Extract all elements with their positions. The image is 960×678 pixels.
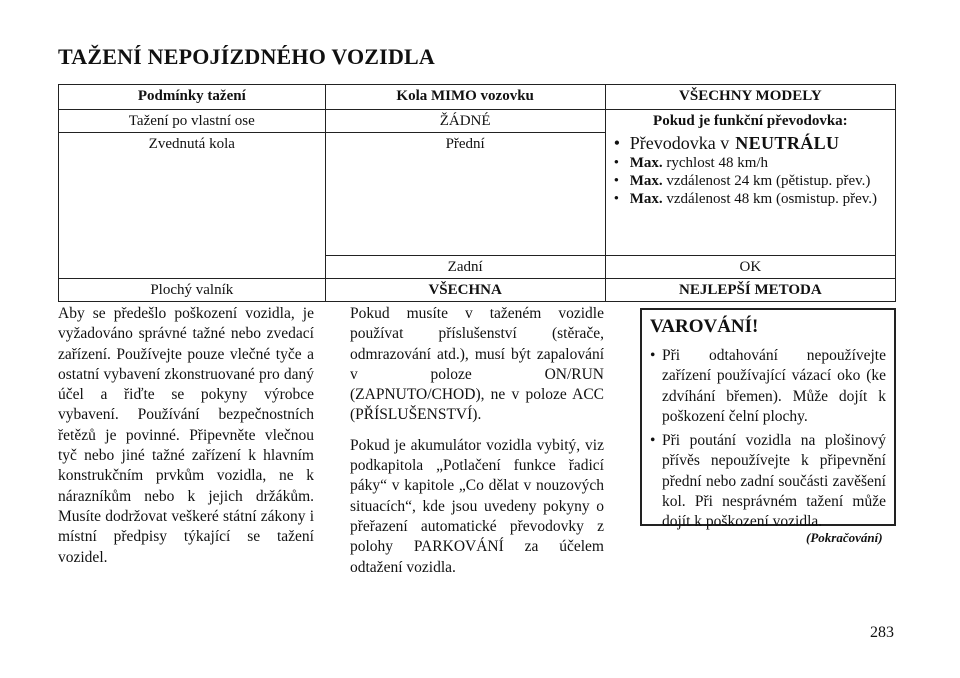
cell-wheels: VŠECHNA (325, 279, 605, 302)
list-item (612, 172, 889, 190)
cell-condition: Zvednutá kola (59, 133, 326, 279)
text-column-middle (350, 304, 604, 588)
list-item: • Při poutání vozidla na plošinový přívěs nepoužívejte k připevnění přední nebo zadní součásti zavěšení kol. Při nesprávném tažení může dojít k poškození vozidla. (650, 431, 886, 532)
conditions-prefix: Převodovka v (629, 133, 730, 153)
warning-box (640, 308, 896, 531)
page-number: 283 (870, 624, 894, 641)
header-all-models: VŠECHNY MODELY (605, 85, 895, 110)
cell-wheels: Zadní (325, 256, 605, 279)
item-label: Max. (629, 155, 663, 171)
cell-condition: Tažení po vlastní ose (59, 110, 326, 133)
warning-list (650, 346, 886, 533)
page-title: TAŽENÍ NEPOJÍZDNÉHO VOZIDLA (58, 44, 435, 69)
paragraph: Aby se předešlo poškození vozidla, je vyžadováno správné tažné nebo zvedací zařízení. Používejte pouze vlečné tyče a ostatní vybavení zkonstruované pro daný účel a řiďte se pokyny výrobce vybavení. Používání bezpečnostních řetězů je povinné. Připevněte vlečnou tyč nebo jiné tažné zařízení k hlavním konstrukčním prvkům vozidla, ne k nárazníkům nebo k jejich držákům. Musíte dodržovat veškeré státní zákony i místní předpisy týkající se tažení vozidel. (58, 305, 314, 566)
list-item (612, 154, 889, 172)
paragraph: Pokud musíte v taženém vozidle používat příslušenství (stěrače, odmrazování atd.), musí být zapalování v poloze ON/RUN (ZAPNUTO/CHOD), ne v poloze ACC (PŘÍSLUŠENSTVÍ). (350, 305, 604, 424)
header-wheels-off-road: Kola MIMO vozovku (325, 85, 605, 110)
table-row (59, 110, 896, 133)
item-text: vzdálenost 48 km (osmistup. přev.) (666, 191, 878, 207)
conditions-neutral: NEUTRÁLU (735, 133, 840, 153)
item-label: Max. (629, 173, 663, 189)
table-row (59, 279, 896, 302)
cell-models: NEJLEPŠÍ METODA (605, 279, 895, 302)
table-header-row (59, 85, 896, 110)
header-towing-conditions: Podmínky tažení (59, 85, 326, 110)
conditions-heading: Pokud je funkční převodovka: (653, 113, 848, 129)
list-item: • Při odtahování nepoužívejte zařízení používající vázací oko (ke zdvíhání břemen). Může dojít k poškození čelní plochy. (650, 346, 886, 427)
paragraph: Pokud je akumulátor vozidla vybitý, viz podkapitola „Potlačení funkce řadicí páky“ v kapitole „Co dělat v nouzových situacích“, kde jsou uvedeny pokyny o přeřazení automatické převodovky z polohy PARKOVÁNÍ za účelem odtažení vozidla. (350, 436, 604, 576)
warning-title: VAROVÁNÍ! (650, 316, 759, 337)
continued-note: (Pokračování) (806, 530, 883, 545)
text-column-left (58, 304, 314, 578)
cell-transmission-conditions (605, 110, 895, 256)
towing-table (58, 84, 896, 302)
cell-wheels: Přední (325, 133, 605, 256)
cell-condition: Plochý valník (59, 279, 326, 302)
list-item (612, 190, 889, 208)
conditions-list (612, 132, 889, 208)
item-text: rychlost 48 km/h (666, 155, 769, 171)
list-item (612, 132, 889, 154)
item-text: vzdálenost 24 km (pětistup. přev.) (666, 173, 871, 189)
cell-wheels: ŽÁDNÉ (325, 110, 605, 133)
cell-models: OK (605, 256, 895, 279)
item-label: Max. (629, 191, 663, 207)
